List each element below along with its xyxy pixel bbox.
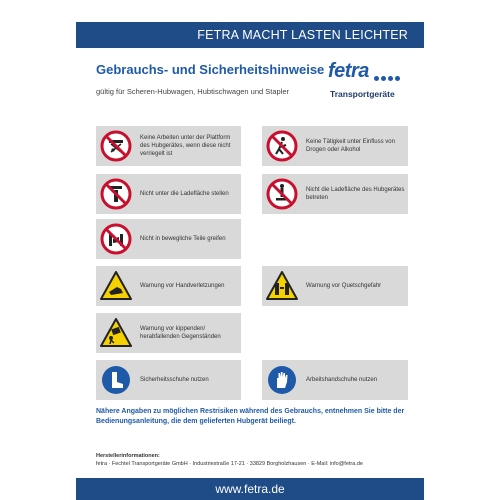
page-subtitle: gültig für Scheren-Hubwagen, Hubtischwagen und Stapler <box>96 87 290 96</box>
sign-no-stepping-on-platform <box>262 174 408 214</box>
sign-label: Warnung vor kippenden/ herabfallenden Gegenständen <box>140 325 221 340</box>
sign-hand-injury-warning <box>96 266 241 306</box>
page-title: Gebrauchs- und Sicherheitshinweise <box>96 62 325 77</box>
sign-no-standing-under-load <box>96 174 241 214</box>
page <box>76 0 424 500</box>
falling-objects-warning-icon <box>96 313 136 353</box>
sign-no-drugs-alcohol <box>262 126 408 166</box>
fetra-logo <box>328 60 408 105</box>
logo-subtitle: Transportgeräte <box>330 89 395 99</box>
logo-dots <box>374 76 400 81</box>
sign-label: Keine Arbeiten unter der Plattform des Hubgerätes, wenn diese nicht verriegelt ist <box>140 134 231 158</box>
hand-injury-warning-icon <box>96 266 136 306</box>
no-reaching-moving-parts-icon <box>96 219 136 259</box>
sign-safety-boots <box>96 360 241 400</box>
manufacturer-title: Herstellerinformationen: <box>96 453 160 459</box>
no-drugs-alcohol-icon <box>262 126 302 166</box>
sign-label: Nicht die Ladefläche des Hubgerätes betreten <box>306 186 405 201</box>
sign-label: Keine Tätigkeit unter Einfluss von Drogen oder Alkohol <box>306 138 395 153</box>
no-standing-under-load-icon <box>96 174 136 214</box>
sign-no-reaching-moving-parts <box>96 219 241 259</box>
sign-label: Nicht in bewegliche Teile greifen <box>140 235 226 242</box>
sign-crush-hazard-warning <box>262 266 408 306</box>
sign-label: Warnung vor Handverletzungen <box>140 282 225 289</box>
logo-wordmark: fetra <box>328 60 369 82</box>
sign-work-gloves <box>262 360 408 400</box>
sign-label: Arbeitshandschuhe nutzen <box>306 376 378 383</box>
manufacturer-info: fetra · Fechtel Transportgeräte GmbH · Industriestraße 17-21 · 33829 Borgholzhausen · E-Mail: info@fetra.de <box>96 461 363 467</box>
header-banner: FETRA MACHT LASTEN LEICHTER <box>76 22 424 48</box>
crush-hazard-warning-icon <box>262 266 302 306</box>
sign-label: Nicht unter die Ladefläche stellen <box>140 190 229 197</box>
safety-boots-icon <box>96 360 136 400</box>
usage-note: Nähere Angaben zu möglichen Restrisiken während des Gebrauchs, entnehmen Sie bitte der Bedienungsanleitung, die dem gelieferten Hubgerät beiliegt. <box>96 408 405 426</box>
no-work-under-platform-icon <box>96 126 136 166</box>
no-stepping-on-platform-icon <box>262 174 302 214</box>
footer-url[interactable]: www.fetra.de <box>76 478 424 500</box>
work-gloves-icon <box>262 360 302 400</box>
sign-label: Sicherheitsschuhe nutzen <box>140 376 209 383</box>
sign-no-work-under-platform <box>96 126 241 166</box>
sign-falling-objects-warning <box>96 313 241 353</box>
sign-label: Warnung vor Quetschgefahr <box>306 282 382 289</box>
